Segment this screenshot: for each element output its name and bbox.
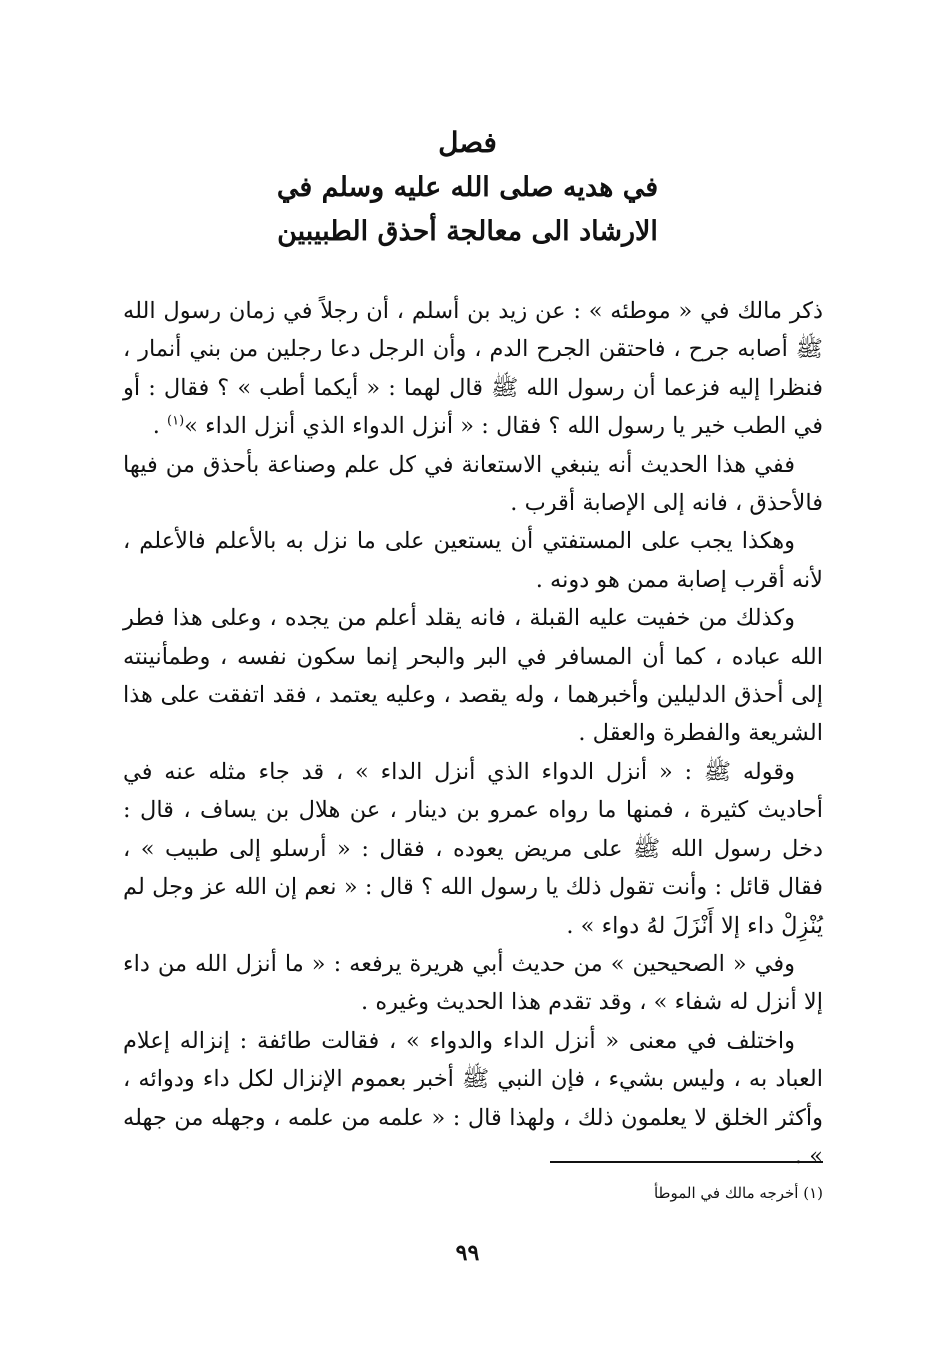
body-text	[123, 292, 823, 1175]
footnote-divider	[550, 1161, 823, 1163]
paragraph-2: ففي هذا الحديث أنه ينبغي الاستعانة في كل علم وصناعة بأحذق من فيها فالأحذق ، فانه إلى الإصابة أقرب .	[123, 451, 823, 517]
footnote: (١) أخرجه مالك في الموطأ	[653, 1184, 823, 1202]
paragraph-3: وهكذا يجب على المستفتي أن يستعين على ما نزل به بالأعلم فالأعلم ، لأنه أقرب إصابة ممن هو دونه .	[123, 528, 823, 593]
paragraph-6: وفي « الصحيحين » من حديث أبي هريرة يرفعه : « ما أنزل الله من داء إلا أنزل له شفاء » ، وقد تقدم هذا الحديث وغيره .	[123, 950, 823, 1016]
page-number: ٩٩	[455, 1240, 480, 1266]
paragraph-4: وكذلك من خفيت عليه القبلة ، فانه يقلد أعلم من يجده ، وعلى هذا فطر الله عباده ، كما أن المسافر في البر والبحر إنما سكون نفسه ، وطمأنينته إلى أحذق الدليلين وأخبرهما ، وله يقصد ، وعليه يعتمد ، فقد اتفقت على هذا الشريعة والفطرة والعقل .	[123, 605, 823, 747]
paragraph-7: واختلف في معنى « أنزل الداء والدواء » ، فقالت طائفة : إنزاله إعلام العباد به ، وليس بشيء ، فإن النبي ﷺ أخبر بعموم الإنزال لكل داء ودوائه ، وأكثر الخلق لا يعلمون ذلك ، ولهذا قال : « علمه من علمه ، وجهله من جهله » .	[123, 1027, 823, 1169]
paragraph-5: وقوله ﷺ : « أنزل الدواء الذي أنزل الداء » ، قد جاء مثله عنه في أحاديث كثيرة ، فمنها ما رواه عمرو بن دينار ، عن هلال بن يساف ، قال : دخل رسول الله ﷺ على مريض يعوده ، فقال : « أرسلو إلى طبيب » ، فقال قائل : وأنت تقول ذلك يا رسول الله ؟ قال : « نعم إن الله عز وجل لم يُنْزِلْ داء إلا أَنْزَلَ لهُ دواء » .	[123, 758, 823, 939]
chapter-subtitle-line-2: الارشاد الى معالجة أحذق الطبيبين	[277, 216, 658, 247]
chapter-heading	[0, 120, 935, 254]
paragraph-1-tail: .	[152, 413, 168, 440]
chapter-title: فصل	[438, 126, 497, 159]
paragraph-1-text: ذكر مالك في « موطئه » : عن زيد بن أسلم ، أن رجلاً في زمان رسول الله ﷺ أصابه جرح ، فاحتقن الجرح الدم ، وأن الرجل دعا رجلين من بني أنمار ، فنظرا إليه فزعما أن رسول الله ﷺ قال لهما : « أيكما أطب » ؟ فقال : أو في الطب خير يا رسول الله ؟ فقال : « أنزل الدواء الذي أنزل الداء »	[123, 298, 823, 440]
paragraph-1	[123, 292, 823, 446]
chapter-subtitle-line-1: في هديه صلى الله عليه وسلم في	[276, 172, 659, 203]
footnote-marker: (١)	[167, 413, 185, 429]
